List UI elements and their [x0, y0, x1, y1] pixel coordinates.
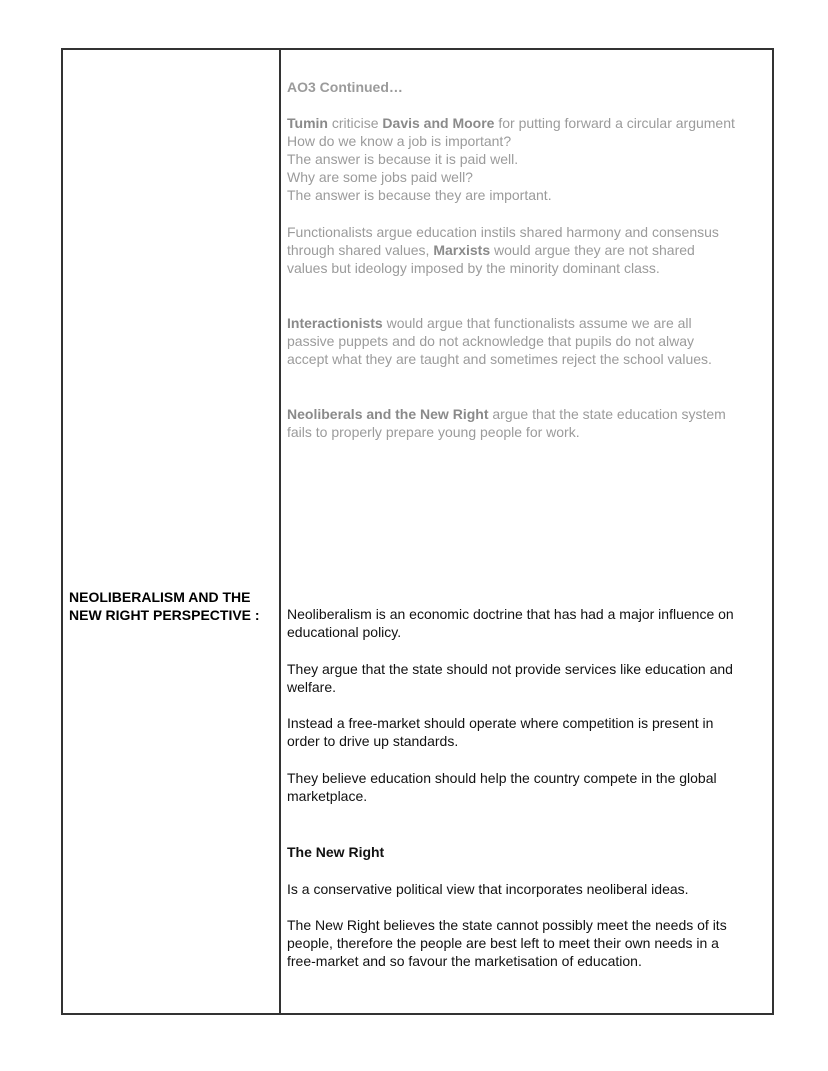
- tumin-name: Tumin: [287, 115, 328, 131]
- neoliberals-ao3-line1: [287, 405, 726, 423]
- functionalists-line2: [287, 241, 695, 259]
- tumin-a2: The answer is because they are important.: [287, 187, 552, 203]
- section-heading-line2: NEW RIGHT PERSPECTIVE :: [69, 607, 260, 623]
- section-heading-line1: NEOLIBERALISM AND THE: [69, 589, 251, 605]
- neolib-p4-l2: marketplace.: [287, 788, 368, 804]
- neolib-p3-l1: Instead a free-market should operate where competition is present in: [287, 715, 714, 731]
- davis-moore-name: Davis and Moore: [382, 115, 495, 131]
- notes-table: [61, 48, 774, 1015]
- section-heading: [69, 588, 279, 624]
- newright-p2-l2: people, therefore the people are best left to meet their own needs in a: [287, 935, 719, 951]
- text: for putting forward a circular argument: [494, 115, 735, 131]
- text: would argue that functionalists assume we are all: [382, 315, 692, 331]
- interactionists-name: Interactionists: [287, 315, 383, 331]
- interactionists-line1: [287, 314, 692, 332]
- tumin-line: [287, 114, 735, 132]
- text: through shared values,: [287, 242, 434, 258]
- text: would argue they are not shared: [490, 242, 695, 258]
- interactionists-line2: passive puppets and do not acknowledge that pupils do not alway: [287, 333, 695, 349]
- newright-p1-l1: Is a conservative political view that incorporates neoliberal ideas.: [287, 881, 689, 897]
- tumin-q2: Why are some jobs paid well?: [287, 169, 473, 185]
- tumin-a1: The answer is because it is paid well.: [287, 151, 519, 167]
- neoliberals-ao3-line2: fails to properly prepare young people for work.: [287, 424, 580, 440]
- newright-p2-l3: free-market and so favour the marketisation of education.: [287, 953, 642, 969]
- newright-p2-l1: The New Right believes the state cannot possibly meet the needs of its: [287, 917, 727, 933]
- neolib-p1-l1: Neoliberalism is an economic doctrine that has had a major influence on: [287, 606, 734, 622]
- neolib-p1-l2: educational policy.: [287, 624, 402, 640]
- neoliberals-name: Neoliberals and the New Right: [287, 406, 489, 422]
- marxists-name: Marxists: [433, 242, 491, 258]
- neolib-p2-l1: They argue that the state should not provide services like education and: [287, 661, 733, 677]
- interactionists-line3: accept what they are taught and sometimes reject the school values.: [287, 351, 712, 367]
- text: criticise: [327, 115, 383, 131]
- column-divider: [279, 50, 281, 1013]
- ao3-heading: AO3 Continued…: [287, 79, 403, 95]
- neolib-p4-l1: They believe education should help the country compete in the global: [287, 770, 717, 786]
- new-right-heading: The New Right: [287, 844, 385, 860]
- tumin-q1: How do we know a job is important?: [287, 133, 512, 149]
- neolib-p3-l2: order to drive up standards.: [287, 733, 459, 749]
- functionalists-line3: values but ideology imposed by the minority dominant class.: [287, 260, 660, 276]
- functionalists-line1: Functionalists argue education instils shared harmony and consensus: [287, 224, 719, 240]
- neolib-p2-l2: welfare.: [287, 679, 337, 695]
- text: argue that the state education system: [488, 406, 726, 422]
